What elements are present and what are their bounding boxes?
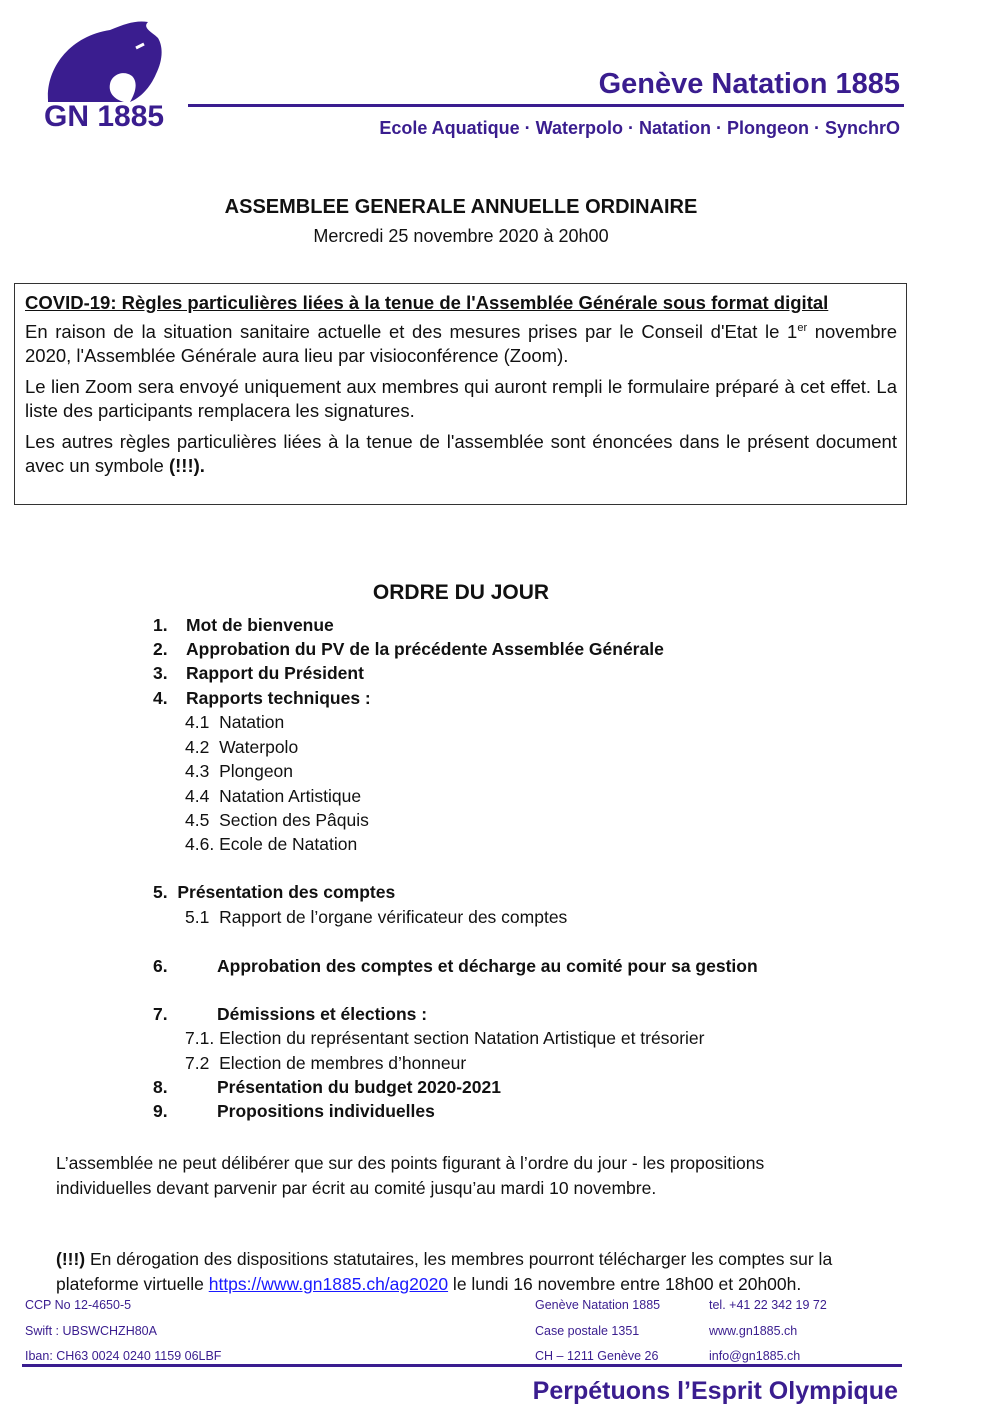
agenda-item: 6. Approbation des comptes et décharge au comité pour sa gestion: [153, 956, 758, 976]
agenda-subitem: 4.1 Natation: [185, 712, 285, 732]
footer-iban: Iban: CH63 0024 0240 1159 06LBF: [25, 1349, 222, 1363]
meeting-date: Mercredi 25 novembre 2020 à 20h00: [313, 226, 609, 246]
agenda-subitem: 7.2 Election de membres d’honneur: [185, 1053, 467, 1073]
covid-paragraph-1: En raison de la situation sanitaire actuelle et des mesures prises par le Conseil d'Etat le 1er novembre 2020, l'Assemblée Générale aura lieu par visioconférence (Zoom).: [25, 321, 897, 366]
agenda-subitem: 4.5 Section des Pâquis: [185, 810, 369, 830]
covid-paragraph-3: Les autres règles particulières liées à la tenue de l'assemblée sont énoncées dans le présent document avec un symbole (!!!).: [25, 431, 897, 476]
seahorse-logo-icon: [40, 18, 170, 108]
meeting-title: ASSEMBLEE GENERALE ANNUELLE ORDINAIRE: [224, 196, 698, 218]
footer-swift: Swift : UBSWCHZH80A: [25, 1324, 157, 1338]
deliberation-note: L’assemblée ne peut délibérer que sur des points figurant à l’ordre du jour - les propositions individuelles devant parvenir par écrit au comité jusqu’au mardi 10 novembre.: [56, 1153, 765, 1198]
derogation-note: (!!!) En dérogation des dispositions statutaires, les membres pourront télécharger les comptes sur la plateforme virtuelle https://www.gn1885.ch/ag2020 le lundi 16 novembre entre 18h00 et 20h00h.: [56, 1249, 833, 1294]
agenda-item: 3. Rapport du Président: [153, 663, 364, 683]
footer-city: CH – 1211 Genève 26: [535, 1349, 659, 1363]
footer-motto: Perpétuons l’Esprit Olympique: [532, 1377, 898, 1405]
accounts-link[interactable]: https://www.gn1885.ch/ag2020: [208, 1274, 449, 1294]
footer-box: Case postale 1351: [535, 1324, 640, 1338]
club-name: Genève Natation 1885: [598, 68, 900, 100]
agenda-title: ORDRE DU JOUR: [372, 581, 550, 604]
club-disciplines: Ecole Aquatique · Waterpolo · Natation · Plongeon · SynchrO: [379, 118, 900, 138]
agenda-item: 7. Démissions et élections :: [153, 1004, 428, 1024]
agenda-subitem: 7.1. Election du représentant section Natation Artistique et trésorier: [185, 1028, 705, 1048]
covid-notice-box: [14, 283, 907, 505]
agenda-subitem: 5.1 Rapport de l’organe vérificateur des comptes: [185, 907, 568, 927]
agenda-item: 2. Approbation du PV de la précédente Assemblée Générale: [153, 639, 664, 659]
footer-email[interactable]: info@gn1885.ch: [709, 1349, 801, 1363]
logo-text: GN 1885: [44, 100, 165, 133]
footer-web[interactable]: www.gn1885.ch: [709, 1324, 798, 1338]
header-divider: [188, 104, 904, 107]
agenda-subitem: 4.3 Plongeon: [185, 761, 294, 781]
agenda-item: 5. Présentation des comptes: [153, 882, 396, 902]
footer-tel: tel. +41 22 342 19 72: [709, 1298, 827, 1312]
covid-paragraph-2: Le lien Zoom sera envoyé uniquement aux membres qui auront rempli le formulaire préparé à cet effet. La liste des participants remplacera les signatures.: [25, 376, 897, 421]
agenda-subitem: 4.2 Waterpolo: [185, 737, 299, 757]
footer-org: Genève Natation 1885: [535, 1298, 661, 1312]
agenda-subitem: 4.4 Natation Artistique: [185, 786, 362, 806]
footer-divider: [22, 1364, 902, 1367]
covid-heading: COVID-19: Règles particulières liées à la tenue de l'Assemblée Générale sous format digital: [25, 292, 829, 313]
agenda-item: 1. Mot de bienvenue: [153, 615, 334, 635]
agenda-item: 4. Rapports techniques :: [153, 688, 371, 708]
agenda-subitem: 4.6. Ecole de Natation: [185, 834, 358, 854]
agenda-item: 9. Propositions individuelles: [153, 1101, 435, 1121]
agenda-item: 8. Présentation du budget 2020-2021: [153, 1077, 501, 1097]
footer-ccp: CCP No 12-4650-5: [25, 1298, 132, 1312]
